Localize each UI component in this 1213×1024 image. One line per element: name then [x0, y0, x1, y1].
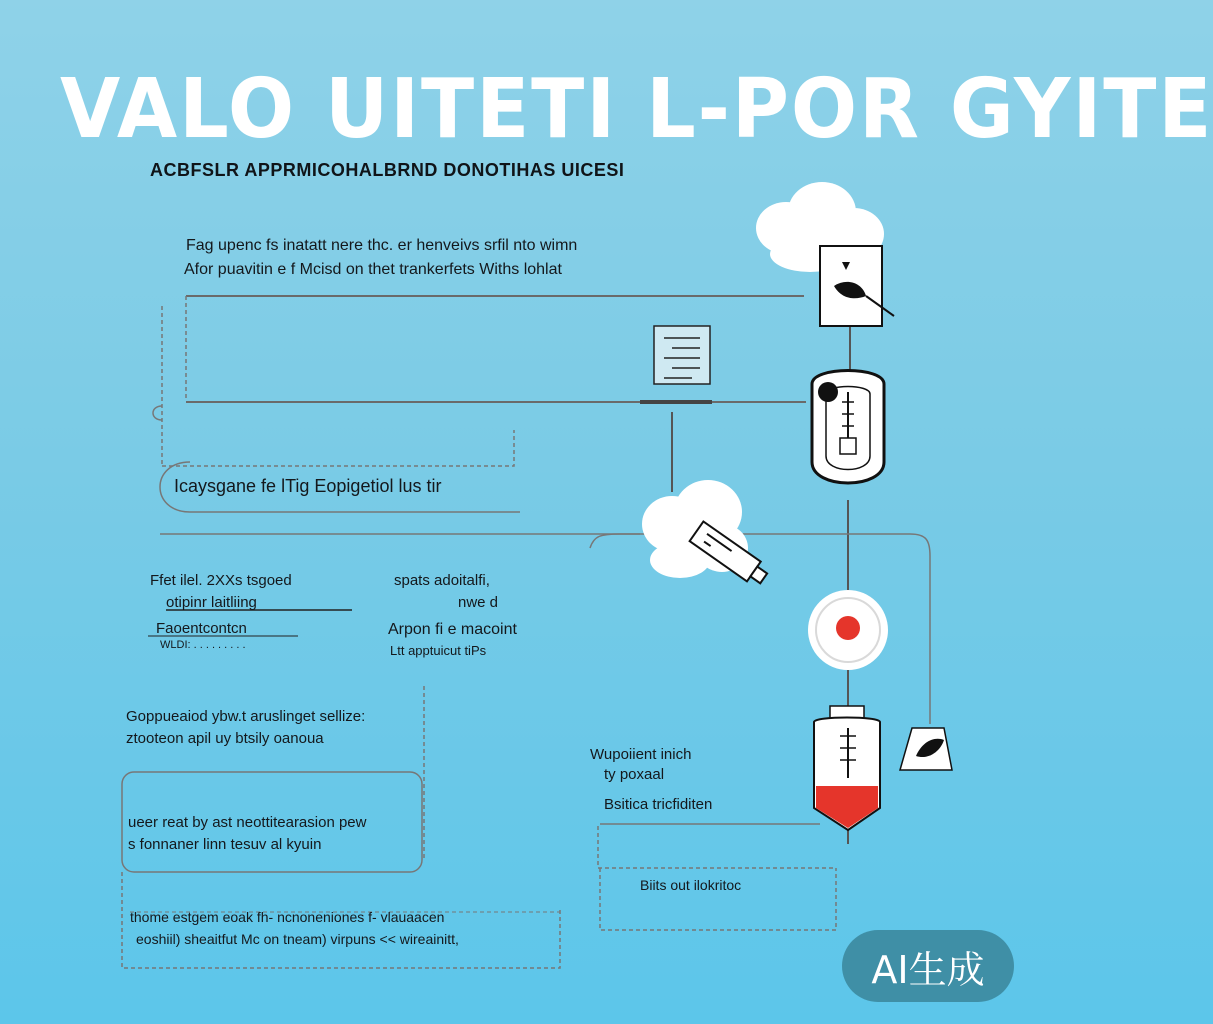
right-block1-line1: spats adoitalfi,: [394, 572, 490, 589]
left-block2-line1: Faoentcontcn: [156, 620, 247, 637]
left-block1-line2: otipinr laitliing: [166, 594, 257, 611]
right-block1-line2: nwe d: [458, 594, 499, 611]
right-block2-line2: Ltt apptuicut tiPs: [390, 643, 487, 658]
right-text-line3: Bsitica tricfiditen: [604, 796, 713, 813]
bottom-block-line2: eoshiil) sheaitfut Mc on tneam) virpuns << wireainitt,: [136, 931, 459, 947]
mid-block-line2: ztooteon apil uy btsily oanoua: [126, 730, 324, 747]
cloud-document-icon: [756, 182, 894, 326]
left-block1-line1: Ffet ilel. 2XXs tsgoed: [150, 572, 292, 589]
intro-line-1: Fag upenc fs inatatt nere thc. er henveivs srfil nto wimn: [186, 237, 578, 254]
page-subtitle: ACBFSLR APPRMICOHALBRND DONOTIHAS UICESI: [150, 160, 625, 180]
document-list-icon: [654, 326, 710, 384]
box-block-line1: ueer reat by ast neottitearasion pew: [128, 814, 367, 831]
right-block2-line1: Arpon fi e macoint: [388, 621, 517, 638]
mid-block-line1: Goppueaiod ybw.t aruslinget sellize:: [126, 708, 366, 725]
shield-device-icon: [812, 371, 884, 484]
right-box-label: Biits out ilokritoc: [640, 877, 742, 893]
left-block2-line2: WLDI: . . . . . . . . .: [160, 639, 246, 651]
page-title: VALO UITETI L-POR GYITE: [60, 62, 1213, 157]
right-text-line1: Wupoiient inich: [590, 746, 692, 763]
box-block-line2: s fonnaner linn tesuv al kyuin: [128, 836, 322, 853]
frame-left-bottom: [162, 430, 514, 466]
intro-line-2: Afor puavitin e f Mcisd on thet trankerfets Withs lohlat: [184, 261, 562, 278]
ai-generated-badge: AI生成: [842, 930, 1014, 1002]
target-dot-icon: [808, 590, 888, 670]
pill-label: Icaysgane fe lTig Eopigetiol lus tir: [174, 476, 442, 496]
bottle-icon: [814, 706, 880, 830]
small-pouch-icon: [900, 728, 952, 770]
bottom-block-line1: thome estgem eoak fh- ncnoneniones f- vlauaacen: [130, 909, 445, 925]
right-text-line2: ty poxaal: [604, 766, 665, 783]
